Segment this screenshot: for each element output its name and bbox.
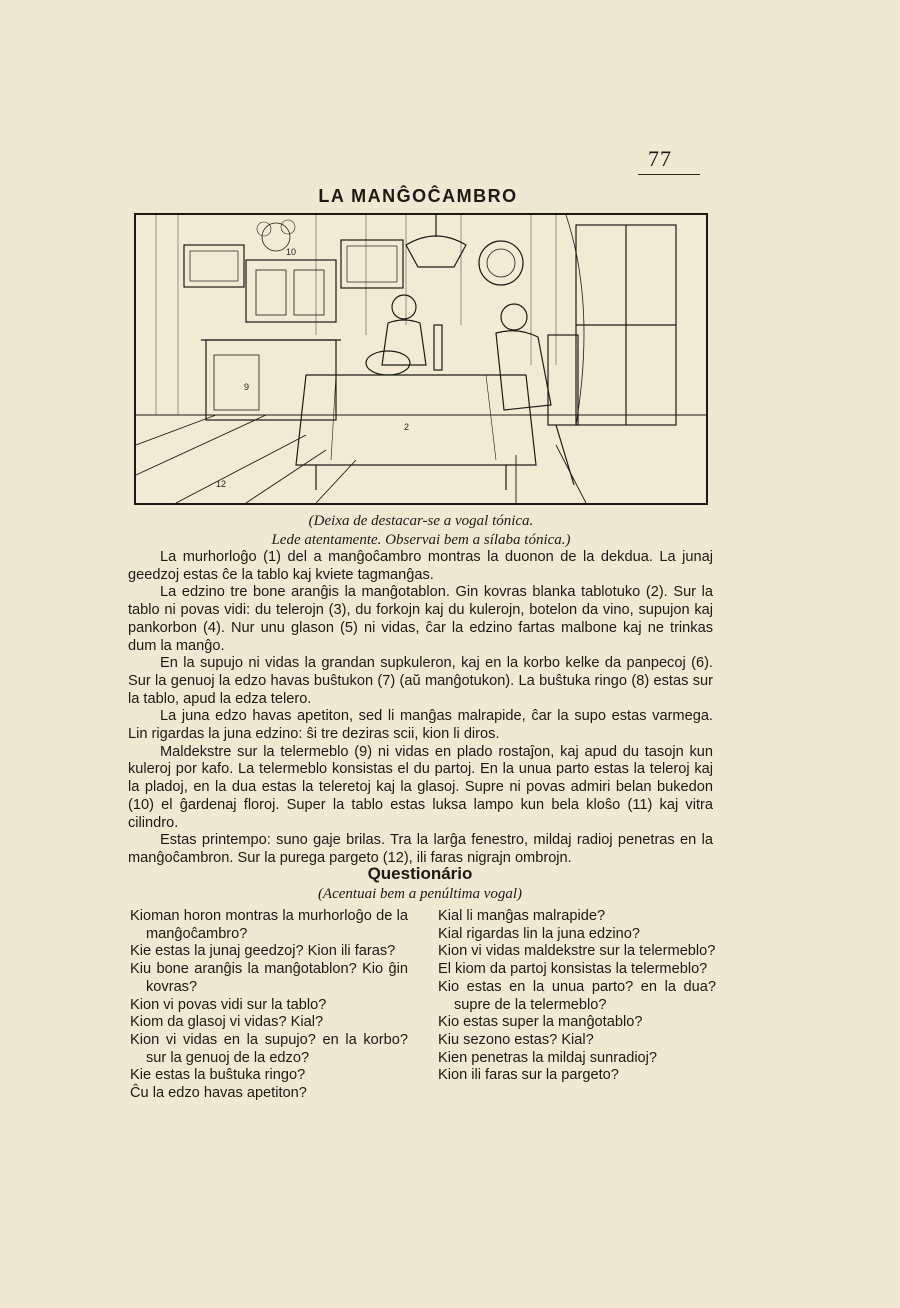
paragraph: En la supujo ni vidas la grandan supkuleron, kaj en la korbo kelke da panpecoj (6). Sur la genuoj la edzo havas buŝtukon (7) (aŭ manĝotukon). La buŝtuka ringo (8) estas sur la tablo, apud la edza telero.: [128, 655, 713, 707]
page-number: 77: [648, 146, 672, 171]
illustration-label-number: 10: [286, 247, 297, 257]
question-item: Kion vi vidas en la supujo? en la korbo? sur la genuoj de la edzo?: [130, 1031, 408, 1066]
caption: [134, 512, 708, 550]
question-item: Kiu bone aranĝis la manĝotablon? Kio ĝin kovras?: [130, 961, 408, 995]
caption-line-2: Lede atentamente. Observai bem a sílaba tónica.): [271, 532, 571, 548]
question-item: Kiom da glasoj vi vidas? Kial?: [130, 1014, 324, 1031]
question-item: Kie estas la junaj geedzoj? Kion ili faras?: [130, 943, 396, 960]
question-item: Kioman horon montras la murhorloĝo de la manĝoĉambro?: [130, 908, 408, 942]
paragraph: La murhorloĝo (1) del a manĝoĉambro montras la duonon de la dekdua. La junaj geedzoj estas ĉe la tablo kaj kviete tagmanĝas.: [128, 549, 713, 583]
question-item: Kion vi vidas maldekstre sur la telermeblo?: [438, 943, 716, 960]
question-item: El kiom da partoj konsistas la telermeblo?: [438, 961, 708, 978]
question-item: Kiu sezono estas? Kial?: [438, 1031, 594, 1048]
paragraph: La edzino tre bone aranĝis la manĝotablon. Gin kovras blanka tablotuko (2). Sur la tablo ni povas vidi: du telerojn (3), du forkojn kaj du kulerojn, botelon da vino, supujon kaj pankorbon (4). Nur unu glason (5) ni vidas, ĉar la edzino fartas malbone kaj ne trinkas dum la manĝo.: [128, 584, 713, 654]
page-number-rule: [638, 174, 700, 175]
question-item: Kien penetras la mildaj sunradioj?: [438, 1049, 658, 1066]
paragraph: Estas printempo: suno gaje brilas. Tra la larĝa fenestro, mildaj radioj penetras en la manĝoĉambron. Sur la purega pargeto (12), ili faras nigrajn ombrojn.: [128, 832, 713, 866]
question-item: Kion vi povas vidi sur la tablo?: [130, 996, 327, 1013]
dining-room-illustration: [134, 213, 708, 505]
question-item: Kial rigardas lin la juna edzino?: [438, 925, 641, 942]
question-item: Kion ili faras sur la pargeto?: [438, 1067, 619, 1084]
questionnaire-subheading: (Acentuai bem a penúltima vogal): [317, 886, 523, 902]
paragraph: La juna edzo havas apetiton, sed li manĝas malrapide, ĉar la supo estas varmega. Lin rigardas la juna edzino: ŝi tre deziras scii, kion li diros.: [128, 708, 713, 743]
illustration-label-number: 9: [244, 382, 250, 392]
questions-right-column: [438, 908, 716, 1085]
question-item: Kial li manĝas malrapide?: [438, 908, 606, 924]
page-title: LA MANĜOĈAMBRO: [318, 186, 518, 206]
question-item: Kio estas super la manĝotablo?: [438, 1014, 643, 1031]
reading-text: [128, 549, 713, 868]
paragraph: Maldekstre sur la telermeblo (9) ni vidas en plado rostaĵon, kaj apud du tasojn kun kuleroj por kafo. La telermeblo konsistas el du partoj. En la unua parto estas la teleroj kaj la pladoj, en la dua estas la teleretoj kaj la glasoj. Supre ni povas admiri belan bukedon (10) el ĝardenaj floroj. Super la tablo estas luksa lampo kun bela kloŝo (11) kaj vitra cilindro.: [128, 743, 713, 831]
question-item: Ĉu la edzo havas apetiton?: [130, 1085, 307, 1102]
caption-line-1: (Deixa de destacar-se a vogal tónica.: [308, 513, 534, 529]
question-item: Kie estas la buŝtuka ringo?: [130, 1067, 306, 1084]
questions-left-column: [130, 908, 408, 1103]
question-item: Kio estas en la unua parto? en la dua? supre de la telermeblo?: [438, 978, 716, 1013]
illustration-label-number: 2: [404, 422, 410, 432]
illustration-label-number: 12: [216, 479, 227, 489]
questionnaire-heading: Questionário: [367, 864, 473, 883]
